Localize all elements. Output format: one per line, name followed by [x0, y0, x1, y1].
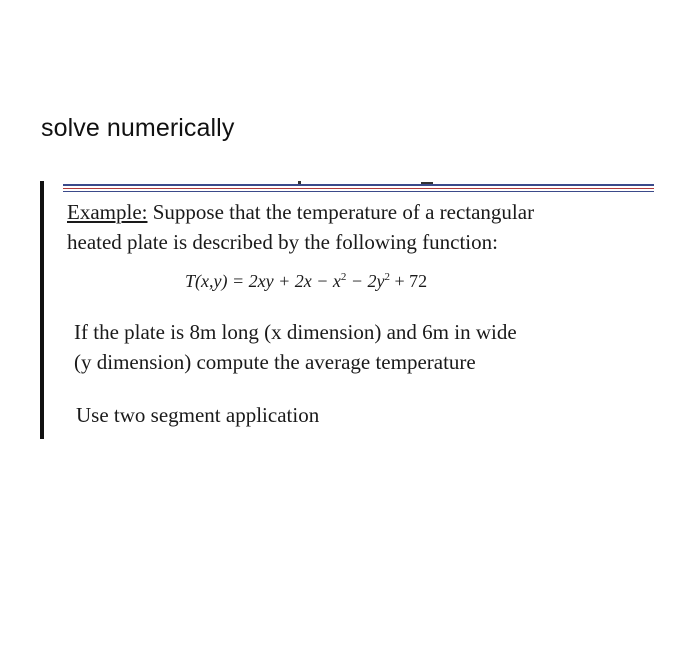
temperature-formula	[185, 271, 427, 292]
plate-paragraph	[74, 317, 654, 377]
example-label: Example:	[67, 200, 148, 224]
header-rule-red	[63, 188, 654, 189]
example-line-2: heated plate is described by the following function:	[67, 230, 498, 254]
plate-line-1: If the plate is 8m long (x dimension) and 6m in wide	[74, 320, 517, 344]
header-rule-blue-bottom	[63, 191, 654, 192]
left-margin-bar	[40, 181, 44, 439]
instruction-text: Use two segment application	[76, 403, 320, 427]
formula-exp-1: 2	[340, 271, 347, 283]
example-paragraph	[67, 197, 657, 257]
formula-mid: − 2y	[346, 271, 385, 291]
header-rule-blue	[63, 184, 654, 186]
rule-mark	[298, 181, 301, 184]
formula-tail: + 72	[390, 271, 428, 291]
rule-mark	[421, 182, 433, 184]
formula-exp-2: 2	[384, 271, 391, 283]
example-line-1: Suppose that the temperature of a rectangular	[147, 200, 535, 224]
formula-lhs: T(x,y)	[185, 271, 228, 291]
question-text: solve numerically	[41, 114, 235, 142]
formula-eq: = 2xy + 2x − x	[227, 271, 341, 291]
plate-line-2: (y dimension) compute the average temperature	[74, 350, 476, 374]
